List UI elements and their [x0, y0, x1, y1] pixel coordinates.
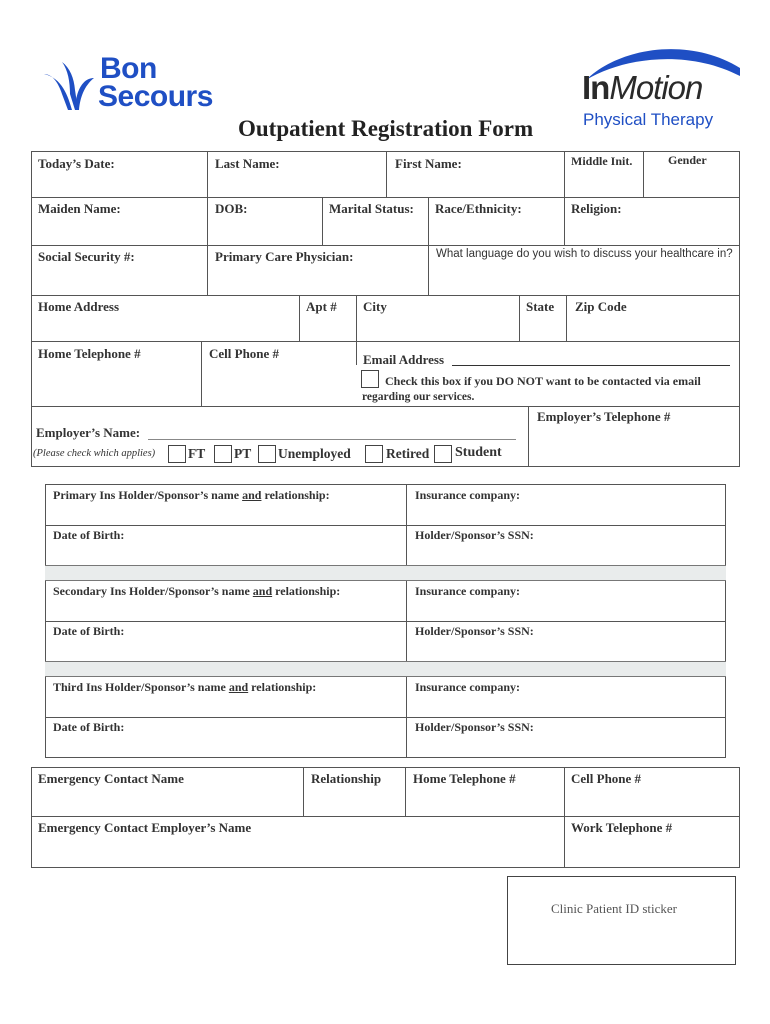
- divider: [299, 295, 300, 341]
- zip-code-field[interactable]: [568, 315, 739, 340]
- bon-secours-logo-line1: Bon: [100, 52, 157, 85]
- email-optout-label: Check this box if you DO NOT want to be contacted via email: [385, 374, 701, 388]
- third-holder-label: Third Ins Holder/Sponsor’s name and relationship:: [53, 680, 317, 694]
- divider: [31, 245, 740, 246]
- divider: [207, 197, 208, 245]
- secondary-insurance-company-field[interactable]: [408, 600, 725, 620]
- cell-phone-label: Cell Phone #: [209, 346, 280, 361]
- bon-secours-logo: [42, 52, 222, 118]
- first-name-label: First Name:: [395, 156, 462, 171]
- secondary-insurance-company-label: Insurance company:: [415, 584, 521, 598]
- student-checkbox[interactable]: [434, 445, 452, 463]
- divider: [356, 295, 357, 341]
- emergency-work-telephone-field[interactable]: [566, 838, 739, 867]
- third-dob-field[interactable]: [47, 736, 404, 756]
- city-label: City: [363, 299, 387, 314]
- pcp-field[interactable]: [209, 266, 427, 294]
- email-optout-label-line2: regarding our services.: [362, 391, 475, 403]
- cell-phone-field[interactable]: [203, 362, 355, 404]
- todays-date-field[interactable]: [33, 172, 205, 196]
- employer-name-underline: [148, 439, 516, 440]
- marital-status-field[interactable]: [324, 218, 427, 244]
- secondary-dob-label: Date of Birth:: [53, 624, 125, 638]
- divider: [519, 295, 520, 341]
- divider: [45, 621, 726, 622]
- first-name-field[interactable]: [388, 172, 563, 196]
- patient-id-sticker-label: Clinic Patient ID sticker: [551, 901, 678, 916]
- ssn-field[interactable]: [33, 266, 205, 294]
- secondary-holder-label: Secondary Ins Holder/Sponsor’s name and relationship:: [53, 584, 341, 598]
- divider: [207, 151, 208, 197]
- state-label: State: [526, 299, 555, 314]
- email-address-label: Email Address: [363, 352, 445, 367]
- in-motion-logo: [578, 40, 748, 132]
- bon-secours-logo-line2: Secours: [98, 80, 213, 113]
- retired-checkbox[interactable]: [365, 445, 383, 463]
- apt-label: Apt #: [306, 299, 337, 314]
- todays-date-label: Today’s Date:: [38, 156, 115, 171]
- race-ethnicity-field[interactable]: [430, 218, 563, 244]
- divider: [303, 767, 304, 816]
- unemployed-checkbox[interactable]: [258, 445, 276, 463]
- gender-field[interactable]: [645, 172, 739, 196]
- primary-insurance-company-label: Insurance company:: [415, 488, 521, 502]
- email-optout-checkbox[interactable]: [361, 370, 379, 388]
- third-insurance-company-label: Insurance company:: [415, 680, 521, 694]
- divider: [406, 677, 407, 758]
- apt-field[interactable]: [301, 315, 355, 340]
- home-telephone-field[interactable]: [33, 362, 199, 404]
- last-name-label: Last Name:: [215, 156, 280, 171]
- divider: [31, 816, 740, 817]
- divider: [322, 197, 323, 245]
- middle-init-field[interactable]: [566, 172, 642, 196]
- third-ssn-label: Holder/Sponsor’s SSN:: [415, 720, 534, 734]
- primary-holder-label: Primary Ins Holder/Sponsor’s name and relationship:: [53, 488, 330, 502]
- divider: [643, 151, 644, 197]
- ft-checkbox[interactable]: [168, 445, 186, 463]
- divider: [31, 341, 740, 342]
- divider: [207, 245, 208, 295]
- emergency-contact-name-label: Emergency Contact Name: [38, 771, 184, 786]
- religion-field[interactable]: [566, 218, 739, 244]
- unemployed-label: Unemployed: [278, 446, 351, 461]
- email-underline: [452, 365, 730, 366]
- state-field[interactable]: [521, 315, 565, 340]
- student-label: Student: [455, 445, 502, 460]
- check-note-label: (Please check which applies): [33, 448, 156, 459]
- home-telephone-label: Home Telephone #: [38, 346, 141, 361]
- dob-label: DOB:: [215, 201, 248, 216]
- secondary-ssn-field[interactable]: [408, 640, 725, 660]
- patient-id-sticker-box: [507, 876, 736, 965]
- race-ethnicity-label: Race/Ethnicity:: [435, 201, 522, 216]
- middle-init-label: Middle Init.: [571, 154, 633, 168]
- divider: [406, 484, 407, 565]
- religion-label: Religion:: [571, 201, 622, 216]
- secondary-dob-field[interactable]: [47, 640, 404, 660]
- secondary-ssn-label: Holder/Sponsor’s SSN:: [415, 624, 534, 638]
- third-ssn-field[interactable]: [408, 736, 725, 756]
- email-field[interactable]: [452, 345, 730, 365]
- third-insurance-company-field[interactable]: [408, 696, 725, 716]
- employer-name-field[interactable]: [148, 421, 516, 439]
- ssn-label: Social Security #:: [38, 249, 135, 264]
- divider: [31, 197, 740, 198]
- primary-ssn-field[interactable]: [408, 544, 725, 564]
- dob-field[interactable]: [209, 218, 321, 244]
- employer-telephone-field[interactable]: [530, 426, 739, 466]
- divider: [31, 406, 740, 407]
- divider: [31, 295, 740, 296]
- divider: [566, 295, 567, 341]
- pcp-label: Primary Care Physician:: [215, 249, 354, 264]
- form-title: Outpatient Registration Form: [238, 116, 534, 141]
- bon-secours-cross-icon: [42, 60, 96, 114]
- insurance-separator: [45, 565, 726, 581]
- zip-code-label: Zip Code: [575, 299, 627, 314]
- third-holder-field[interactable]: [47, 696, 404, 716]
- emergency-contact-name-field[interactable]: [33, 788, 302, 815]
- maiden-name-field[interactable]: [33, 218, 205, 244]
- primary-insurance-company-field[interactable]: [408, 504, 725, 524]
- employer-telephone-label: Employer’s Telephone #: [537, 409, 671, 424]
- language-label: What language do you wish to discuss your healthcare in?: [436, 248, 733, 260]
- divider: [564, 197, 565, 245]
- emergency-employer-label: Emergency Contact Employer’s Name: [38, 820, 252, 835]
- emergency-relationship-field[interactable]: [305, 788, 404, 815]
- emergency-relationship-label: Relationship: [311, 771, 382, 786]
- primary-dob-field[interactable]: [47, 544, 404, 564]
- emergency-cell-phone-field[interactable]: [566, 788, 739, 815]
- emergency-employer-field[interactable]: [33, 838, 563, 867]
- pt-checkbox[interactable]: [214, 445, 232, 463]
- marital-status-label: Marital Status:: [329, 201, 414, 216]
- secondary-holder-field[interactable]: [47, 600, 404, 620]
- last-name-field[interactable]: [209, 172, 385, 196]
- divider: [428, 197, 429, 245]
- primary-ssn-label: Holder/Sponsor’s SSN:: [415, 528, 534, 542]
- divider: [45, 717, 726, 718]
- emergency-work-telephone-label: Work Telephone #: [571, 820, 673, 835]
- third-dob-label: Date of Birth:: [53, 720, 125, 734]
- ft-label: FT: [188, 446, 206, 461]
- primary-holder-field[interactable]: [47, 504, 404, 524]
- in-motion-logo-in: In: [582, 69, 610, 106]
- emergency-home-telephone-label: Home Telephone #: [413, 771, 516, 786]
- city-field[interactable]: [358, 315, 518, 340]
- language-field[interactable]: [430, 266, 739, 294]
- in-motion-logo-subtitle: Physical Therapy: [583, 110, 714, 129]
- maiden-name-label: Maiden Name:: [38, 201, 121, 216]
- retired-label: Retired: [386, 446, 430, 461]
- in-motion-logo-motion: Motion: [609, 69, 703, 106]
- home-address-field[interactable]: [33, 315, 298, 340]
- divider: [406, 581, 407, 661]
- divider: [386, 151, 387, 197]
- employer-name-label: Employer’s Name:: [36, 425, 141, 440]
- divider: [528, 406, 529, 467]
- divider: [428, 245, 429, 295]
- divider: [564, 151, 565, 197]
- emergency-home-telephone-field[interactable]: [407, 788, 563, 815]
- pt-label: PT: [234, 446, 252, 461]
- gender-label: Gender: [668, 153, 707, 167]
- divider: [356, 341, 357, 365]
- insurance-separator: [45, 661, 726, 677]
- primary-dob-label: Date of Birth:: [53, 528, 125, 542]
- home-address-label: Home Address: [38, 299, 120, 314]
- divider: [45, 525, 726, 526]
- divider: [405, 767, 406, 816]
- divider: [564, 767, 565, 868]
- divider: [201, 341, 202, 406]
- emergency-cell-phone-label: Cell Phone #: [571, 771, 642, 786]
